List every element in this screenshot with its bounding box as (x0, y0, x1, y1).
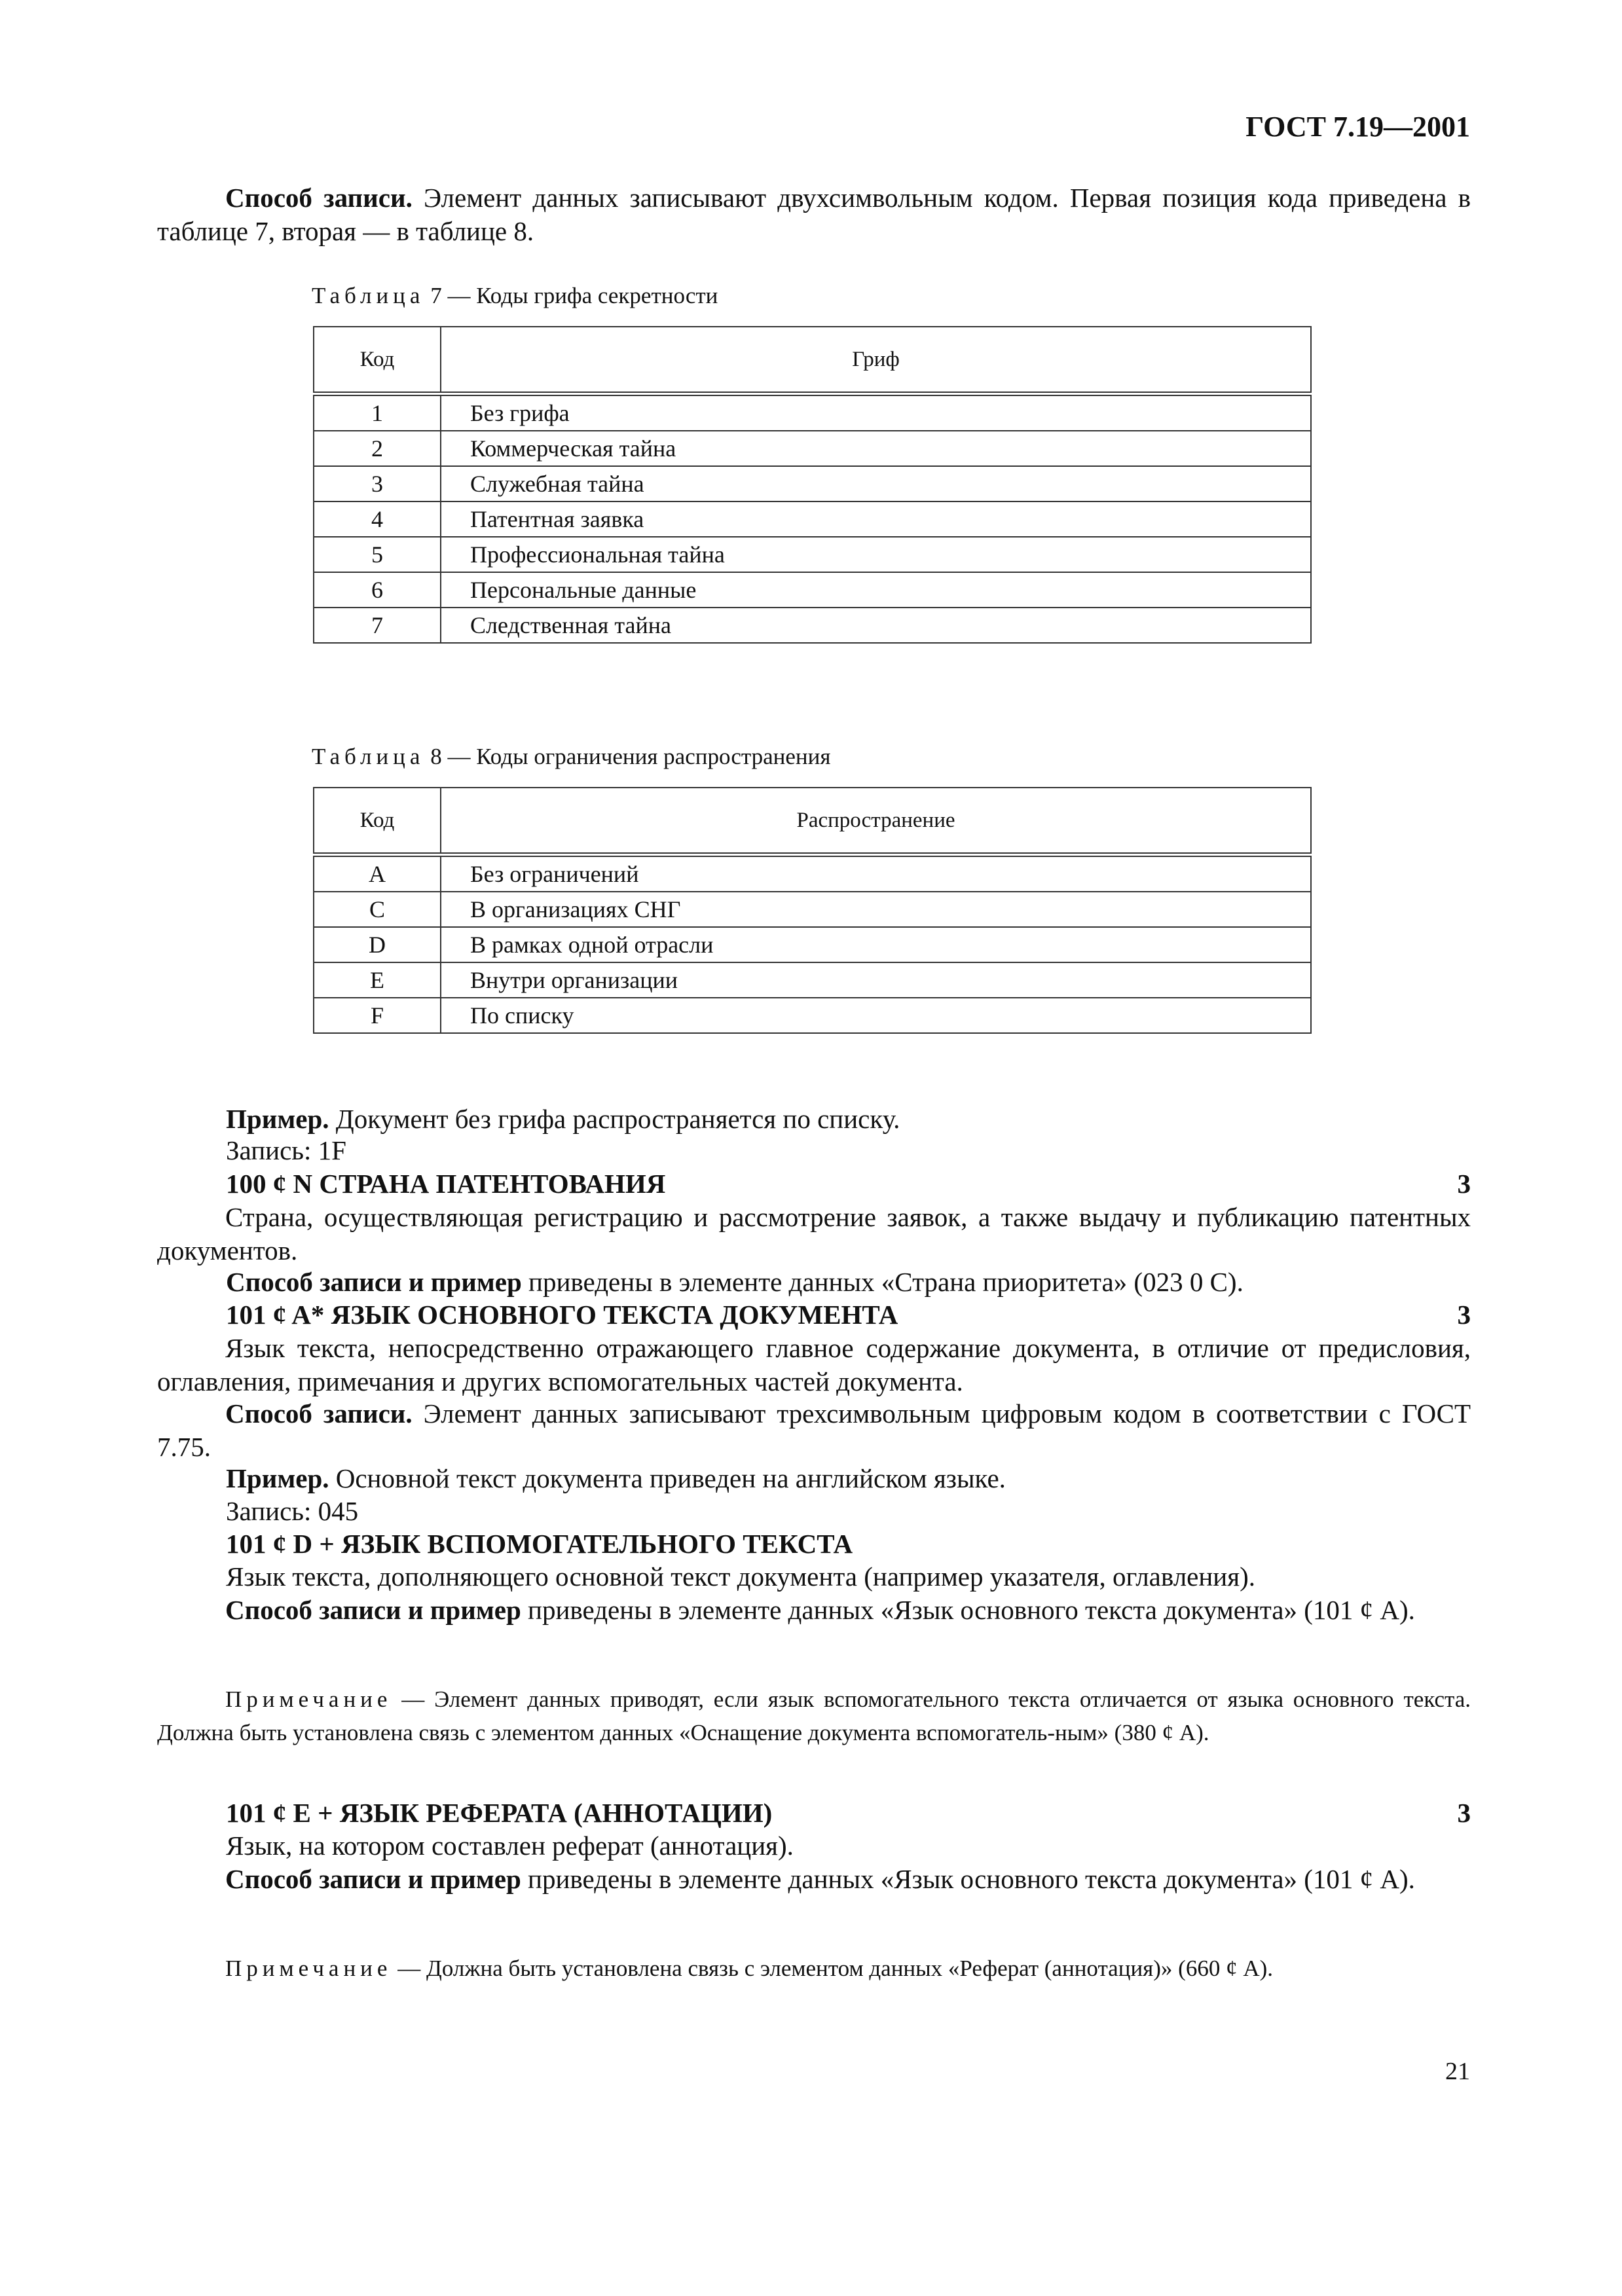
table7-text-cell: Служебная тайна (441, 466, 1311, 501)
table7-text-cell: Персональные данные (441, 572, 1311, 608)
s101a-method-text: Элемент данных записывают трехсимвольным цифровым кодом в соответствии с ГОСТ 7.75. (157, 1398, 1471, 1462)
s101d-method-text: приведены в элементе данных «Язык основного текста документа» (101 ¢ A). (521, 1595, 1415, 1625)
s101d-note-label: Примечание (225, 1686, 392, 1712)
table8-text-cell: Внутри организации (441, 962, 1311, 998)
table7-text-cell: Патентная заявка (441, 501, 1311, 537)
s101d-heading (226, 1528, 1471, 1559)
intro-paragraph (157, 181, 1471, 248)
s100-description: Страна, осуществляющая регистрацию и рассмотрение заявок, а также выдачу и публикацию патентных документов. (157, 1202, 1471, 1266)
table-row (314, 855, 1311, 892)
example1-label: Пример. (226, 1104, 329, 1134)
s100-heading-text: 100 ¢ N СТРАНА ПАТЕНТОВАНИЯ (226, 1169, 666, 1199)
s101e-level: 3 (1457, 1798, 1471, 1828)
table7-code-cell: 4 (314, 501, 441, 537)
s101a-heading (226, 1299, 1471, 1330)
s100-level: 3 (1457, 1169, 1471, 1199)
table7-text-cell: Без грифа (441, 394, 1311, 431)
table7-header-row (314, 327, 1311, 394)
s101e-method-label: Способ записи и пример (225, 1864, 521, 1894)
document-code: ГОСТ 7.19—2001 (1245, 111, 1470, 143)
s101a-example-label: Пример. (226, 1463, 329, 1493)
table7-col-code: Код (314, 327, 441, 394)
s101a-description: Язык текста, непосредственно отражающего главное содержание документа, в отличие от предисловия, оглавления, примечания и других вспомогательных частей документа. (157, 1333, 1471, 1396)
table7-code-cell: 6 (314, 572, 441, 608)
s101e-method (157, 1863, 1471, 1896)
table7-caption (312, 283, 718, 309)
s101a-method-label: Способ записи. (225, 1398, 413, 1429)
s101e-note-label: Примечание (225, 1956, 392, 1981)
table8-text-cell: По списку (441, 998, 1311, 1033)
table8-text-cell: В рамках одной отрасли (441, 927, 1311, 962)
s100-method-label: Способ записи и пример (226, 1267, 522, 1297)
table8-text-cell: Без ограничений (441, 855, 1311, 892)
table-row (314, 501, 1311, 537)
table8 (313, 787, 1312, 1034)
example1-record: Запись: 1F (226, 1135, 346, 1165)
s101d-note-text: — Элемент данных приводят, если язык вспомогательного текста отличается от языка основного текста. Должна быть установлена связь с элементом данных «Оснащение документа вспомогатель-ным» (380 ¢ A). (157, 1686, 1471, 1745)
table8-code-cell: F (314, 998, 441, 1033)
s101a-example-text: Основной текст документа приведен на английском языке. (329, 1463, 1006, 1493)
table8-caption-text: 8 — Коды ограничения распространения (424, 744, 831, 769)
table7-col-value: Гриф (441, 327, 1311, 394)
table7-code-cell: 1 (314, 394, 441, 431)
table-row (314, 608, 1311, 643)
s101d-method (157, 1594, 1471, 1627)
table8-col-code: Код (314, 788, 441, 855)
table-row (314, 927, 1311, 962)
table8-code-cell: E (314, 962, 441, 998)
table-row (314, 962, 1311, 998)
s100-heading (226, 1168, 1471, 1199)
s101a-level: 3 (1457, 1300, 1471, 1330)
s101a-example (226, 1463, 1006, 1494)
table8-caption-label: Таблица (312, 744, 425, 769)
s101d-method-label: Способ записи и пример (225, 1595, 521, 1625)
table-row (314, 431, 1311, 466)
table7 (313, 326, 1312, 644)
table7-caption-text: 7 — Коды грифа секретности (424, 283, 718, 308)
table7-text-cell: Коммерческая тайна (441, 431, 1311, 466)
table-row (314, 572, 1311, 608)
table-row (314, 394, 1311, 431)
s101e-heading-text: 101 ¢ E + ЯЗЫК РЕФЕРАТА (АННОТАЦИИ) (226, 1798, 773, 1828)
table8-col-value: Распространение (441, 788, 1311, 855)
table-row (314, 537, 1311, 572)
s101e-heading (226, 1797, 1471, 1829)
table7-caption-label: Таблица (312, 283, 425, 308)
table-row (314, 998, 1311, 1033)
s101a-method (157, 1397, 1471, 1464)
table-row (314, 466, 1311, 501)
table7-text-cell: Профессиональная тайна (441, 537, 1311, 572)
s100-method-text: приведены в элементе данных «Страна приоритета» (023 0 C). (521, 1267, 1244, 1297)
example1-text: Документ без грифа распространяется по списку. (329, 1104, 900, 1134)
s101a-heading-text: 101 ¢ A* ЯЗЫК ОСНОВНОГО ТЕКСТА ДОКУМЕНТА (226, 1300, 898, 1330)
s101e-note (157, 1952, 1471, 1985)
s101e-note-text: — Должна быть установлена связь с элементом данных «Реферат (аннотация)» (660 ¢ A). (392, 1956, 1274, 1981)
s100-method (226, 1266, 1244, 1298)
table7-code-cell: 2 (314, 431, 441, 466)
table7-code-cell: 5 (314, 537, 441, 572)
intro-label: Способ записи. (225, 183, 413, 213)
s101d-heading-text: 101 ¢ D + ЯЗЫК ВСПОМОГАТЕЛЬНОГО ТЕКСТА (226, 1529, 853, 1559)
example1-line (226, 1103, 900, 1135)
s101e-method-text: приведены в элементе данных «Язык основного текста документа» (101 ¢ A). (521, 1864, 1415, 1894)
table8-code-cell: C (314, 892, 441, 927)
table7-text-cell: Следственная тайна (441, 608, 1311, 643)
s101d-note (157, 1683, 1471, 1749)
table-row (314, 892, 1311, 927)
page-number: 21 (1445, 2058, 1470, 2085)
table8-text-cell: В организациях СНГ (441, 892, 1311, 927)
table8-code-cell: A (314, 855, 441, 892)
s101d-description: Язык текста, дополняющего основной текст документа (например указателя, оглавления). (226, 1561, 1255, 1592)
s101e-description: Язык, на котором составлен реферат (аннотация). (226, 1831, 794, 1861)
table8-code-cell: D (314, 927, 441, 962)
s101a-record: Запись: 045 (226, 1496, 359, 1526)
table8-header-row (314, 788, 1311, 855)
table7-code-cell: 3 (314, 466, 441, 501)
table7-code-cell: 7 (314, 608, 441, 643)
table8-caption (312, 744, 830, 770)
intro-text: Элемент данных записывают двухсимвольным кодом. Первая позиция кода приведена в таблице 7, вторая — в таблице 8. (157, 183, 1471, 246)
